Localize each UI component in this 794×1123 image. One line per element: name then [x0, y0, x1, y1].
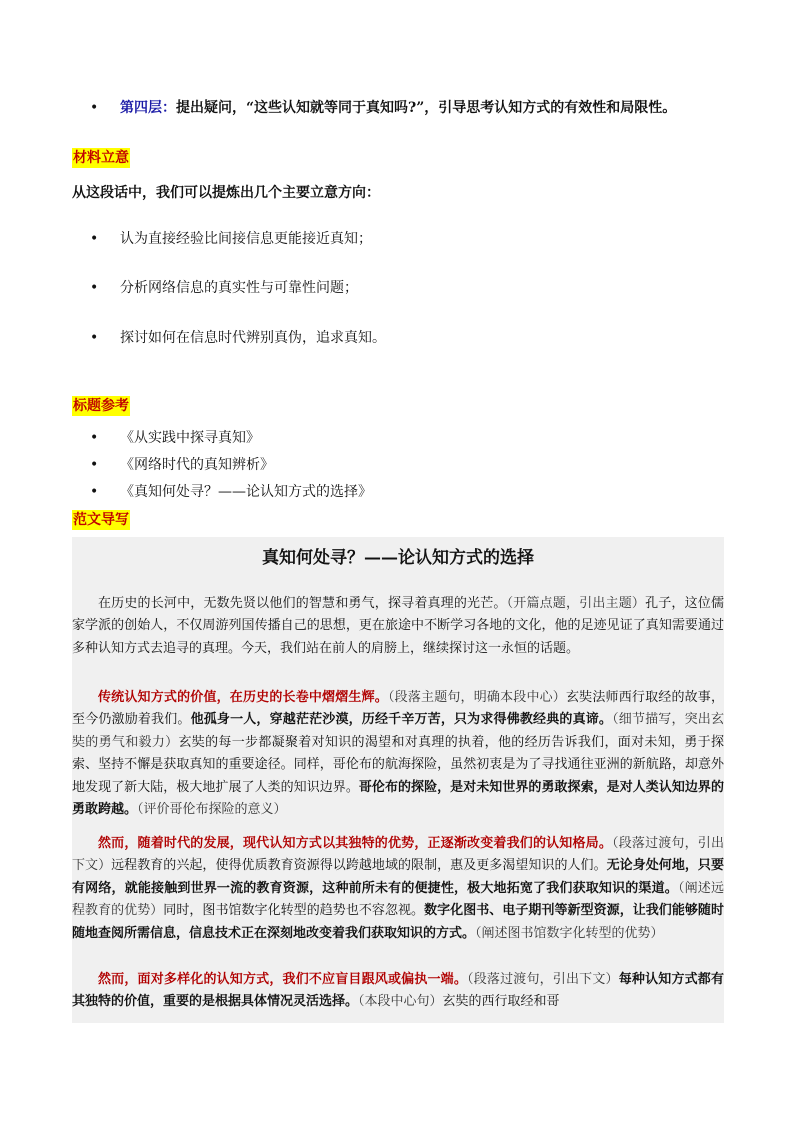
p4-text1: 玄奘的西行取经和哥	[442, 994, 560, 1010]
p3-bold1: 无论身处何地，只要有网络，就能接触到世界一流的教育资源，这种前所未有的便捷性，极大地拓宽了我们获取知识的渠道。	[72, 858, 724, 896]
p3-bold2: 数字化图书、电子期刊等新型资源，让我们能够随时随地查阅所需信息，信息技术正在深刻地改变着我们获取知识的方式。	[72, 903, 724, 941]
p4-bold1: 每种认知方式都有其独特的价值，重要的是根据具体情况灵活选择。	[72, 972, 724, 1010]
p3-text2: 同时，图书馆数字化转型的趋势也不容忽视。	[163, 903, 425, 919]
section-label-material: 材料立意	[73, 150, 129, 166]
p3-note1: （段落过渡句，引出下文）	[72, 836, 724, 874]
essay-paragraph-3	[72, 833, 724, 945]
bullet-icon: •	[90, 330, 99, 346]
p3-note3: （阐述图书馆数字化转型的优势）	[475, 925, 664, 941]
section2-item-text: 《真知何处寻？——论认知方式的选择》	[120, 484, 372, 500]
p4-note1: （段落过渡句，引出下文）	[467, 972, 619, 987]
essay-paragraph-2	[72, 687, 724, 821]
bullet-icon: •	[90, 457, 99, 473]
p3-lead: 然而，随着时代的发展，现代认知方式以其独特的优势，正逐渐改变着我们的认知格局。	[98, 836, 613, 851]
essay-paragraph-4	[72, 969, 724, 1014]
p1-note: （开篇点题，引出主题）	[506, 596, 646, 611]
p2-note1: （段落主题句，明确本段中心）	[387, 690, 566, 705]
bullet-icon: •	[90, 280, 99, 296]
p1-text: 在历史的长河中，无数先贤以他们的智慧和勇气，探寻着真理的光芒。	[98, 596, 507, 611]
essay-title: 真知何处寻？——论认知方式的选择	[262, 548, 534, 568]
essay-paragraph-1	[72, 593, 724, 660]
section2-item-text: 《网络时代的真知辨析》	[120, 457, 274, 473]
section1-item-text: 探讨如何在信息时代辨别真伪，追求真知。	[120, 330, 386, 346]
p2-text2: 玄奘的每一步都凝聚着对知识的渴望和对真理的执着，他的经历告诉我们，面对未知，勇于探索、坚持不懈是获取真知的重要途径。同样，哥伦布的航海探险，虽然初衷是为了寻找通往亚洲的新航路，却意外地发现了新大陆，极大地扩展了人类的知识边界。	[72, 734, 724, 795]
p1-text2: 孔子，这位儒家学派的创始人，不仅周游列国传播自己的思想，更在旅途中不断学习各地的文化，他的足迹见证了真知需要通过多种认知方式去追寻的真理。今天，我们站在前人的肩膀上，继续探讨这一永恒的话题。	[72, 596, 724, 656]
essay-box	[72, 537, 724, 1023]
p2-bold2: 哥伦布的探险，是对未知世界的勇敢探索，是对人类认知边界的勇敢跨越。	[72, 779, 724, 818]
bullet-icon: •	[90, 231, 99, 247]
section1-lead: 从这段话中，我们可以提炼出几个主要立意方向：	[72, 185, 380, 201]
bullet-icon: •	[90, 100, 99, 116]
section-label-essay: 范文导写	[73, 512, 129, 528]
section2-item-text: 《从实践中探寻真知》	[120, 430, 260, 446]
p2-note3: （评价哥伦布探险的意义）	[137, 802, 287, 818]
bullet-icon: •	[90, 430, 99, 446]
p2-bold1: 他孤身一人，穿越茫茫沙漠，历经千辛万苦，只为求得佛教经典的真谛。	[190, 712, 613, 728]
section1-item-text: 分析网络信息的真实性与可靠性问题；	[120, 280, 358, 296]
p2-lead: 传统认知方式的价值，在历史的长卷中熠熠生辉。	[98, 690, 388, 705]
p3-note2: （阐述远程教育的优势）	[72, 880, 724, 919]
p2-note2: （细节描写，突出玄奘的勇气和毅力）	[72, 712, 724, 750]
p3-text1: 远程教育的兴起，使得优质教育资源得以跨越地域的限制，惠及更多渴望知识的人们。	[111, 858, 607, 874]
intro-bullet-label: 第四层：	[120, 100, 176, 116]
intro-bullet-text: 提出疑问，“这些认知就等同于真知吗?”，引导思考认知方式的有效性和局限性。	[176, 100, 677, 116]
intro-bullet	[90, 97, 740, 141]
p4-lead: 然而，面对多样化的认知方式，我们不应盲目跟风或偏执一端。	[98, 972, 468, 987]
bullet-icon: •	[90, 484, 99, 500]
p4-note2: （本段中心句）	[358, 994, 443, 1010]
p2-text1: 玄奘法师西行取经的故事，至今仍激励着我们。	[72, 690, 724, 728]
section-label-titles: 标题参考	[73, 398, 129, 414]
section1-item-text: 认为直接经验比间接信息更能接近真知；	[120, 231, 372, 247]
